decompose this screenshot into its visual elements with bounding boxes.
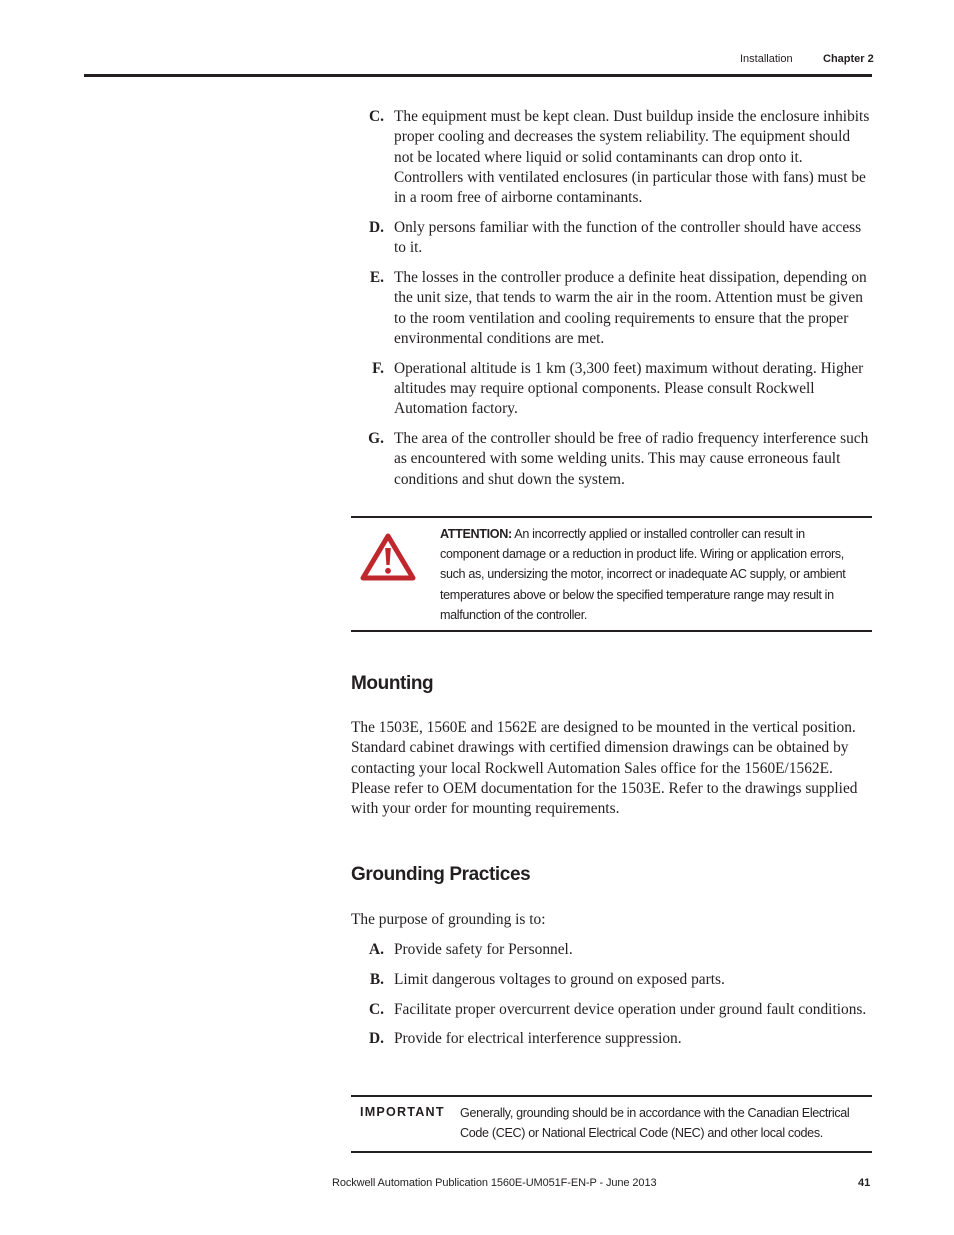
important-text: Generally, grounding should be in accordance with the Canadian Electrical Code (CEC) or National Electrical Code (NEC) and other local codes. — [460, 1106, 850, 1141]
header-rule — [84, 74, 872, 77]
list-item — [351, 1029, 872, 1049]
mounting-paragraph: The 1503E, 1560E and 1562E are designed to be mounted in the vertical position. Standard cabinet drawings with certified dimension drawings can be obtained by contacting your local Rockwell Automation Sales office for the 1560E/1562E. Please refer to OEM documentation for the 1503E. Refer to the drawings supplied with your order for mounting requirements. — [351, 719, 858, 818]
list-item-letter: D. — [369, 218, 384, 236]
list-item-text: The losses in the controller produce a definite heat dissipation, depending on the unit size, that tends to warm the air in the room. Attention must be given to the room ventilation and cooling requirements to ensure that the proper environmental conditions are met. — [394, 269, 867, 347]
list-item-letter: F. — [372, 359, 384, 377]
list-item-text: The equipment must be kept clean. Dust buildup inside the enclosure inhibits proper cooling and decreases the system reliability. The equipment should not be located where liquid or solid contaminants can drop onto it. Controllers with ventilated enclosures (in particular those with fans) must be in a room free of airborne contaminants. — [394, 108, 870, 207]
list-item — [351, 429, 872, 490]
section-heading-mounting: Mounting — [351, 673, 434, 694]
grounding-intro: The purpose of grounding is to: — [351, 911, 546, 928]
list-item — [351, 970, 872, 990]
list-item-text: Facilitate proper overcurrent device operation under ground fault conditions. — [394, 1000, 867, 1018]
list-item-letter: B. — [369, 970, 384, 988]
list-item — [351, 107, 872, 208]
page-number: 41 — [858, 1177, 871, 1189]
running-header-section: Installation — [740, 53, 793, 65]
list-item-text: Only persons familiar with the function of the controller should have access to it. — [394, 218, 862, 257]
warning-triangle-icon — [360, 532, 416, 582]
list-item-letter: G. — [368, 430, 384, 448]
important-box — [351, 1095, 872, 1153]
running-header-chapter: Chapter 2 — [823, 53, 874, 65]
list-item-text: Operational altitude is 1 km (3,300 feet) maximum without derating. Higher altitudes may require optional components. Please consult Rockwell Automation factory. — [394, 359, 864, 418]
list-item — [351, 268, 872, 349]
list-item-text: The area of the controller should be free of radio frequency interference such as encountered with some welding units. This may cause erroneous fault conditions and shut down the system. — [394, 430, 869, 488]
list-item — [351, 359, 872, 420]
section-heading-grounding: Grounding Practices — [351, 864, 531, 885]
list-item — [351, 218, 872, 259]
important-label: IMPORTANT — [360, 1105, 445, 1119]
list-item-letter: D. — [369, 1030, 384, 1048]
list-item-text: Limit dangerous voltages to ground on exposed parts. — [394, 970, 725, 988]
requirements-list — [351, 107, 872, 490]
attention-label: ATTENTION: — [440, 527, 512, 541]
list-item-letter: A. — [369, 941, 384, 958]
list-item-text: Provide for electrical interference suppression. — [394, 1030, 682, 1048]
list-item-text: Provide safety for Personnel. — [394, 941, 573, 958]
list-item — [351, 1000, 872, 1020]
footer-publication: Rockwell Automation Publication 1560E-UM051F-EN-P - June 2013 — [332, 1177, 657, 1189]
grounding-list — [351, 940, 872, 1050]
attention-body: An incorrectly applied or installed controller can result in component damage or a reduction in product life. Wiring or application errors, such as, undersizing the motor, incorrect or inadequate AC supply, or ambient temperatures above or below the specified temperature range may result in malfunction of the controller. — [440, 527, 846, 622]
list-item-letter: C. — [369, 1000, 384, 1018]
attention-text — [440, 524, 860, 625]
attention-box — [351, 516, 872, 632]
list-item-letter: E. — [369, 269, 384, 287]
list-item-letter: C. — [369, 108, 384, 125]
list-item — [351, 940, 872, 960]
